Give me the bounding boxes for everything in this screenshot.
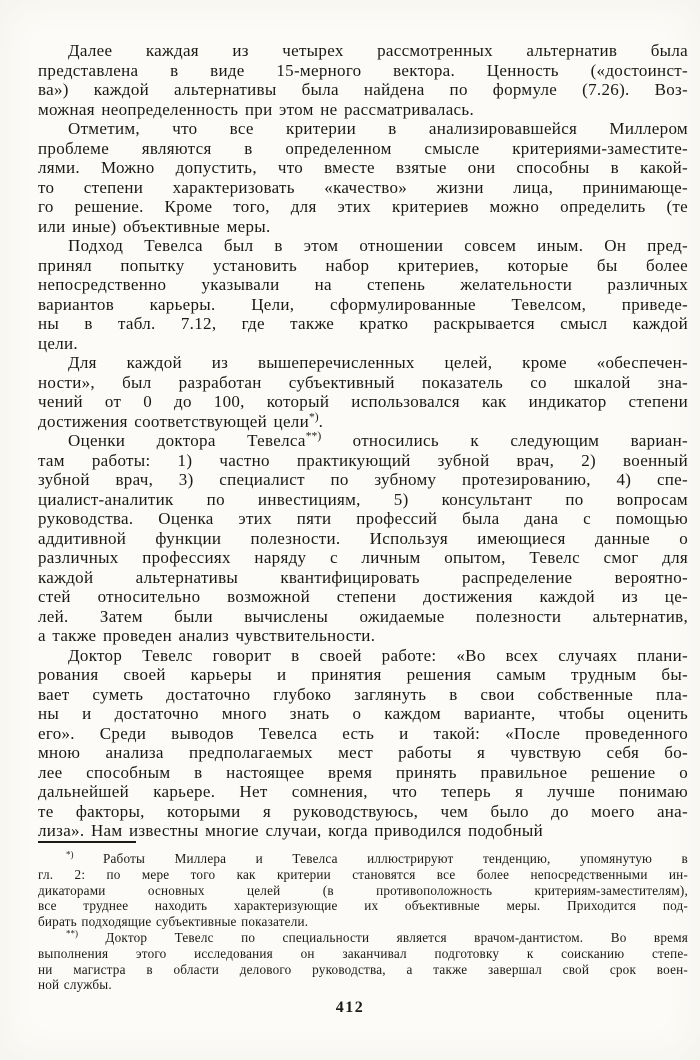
- text-line: **) Доктор Тевелс по специальности является врачом-дантистом. Во время: [66, 928, 688, 945]
- text-line: непосредственно указывали на степень желательности различных: [38, 275, 688, 294]
- text-line: его». Среди выводов Тевелса есть и такой: «После проведенного: [38, 723, 688, 743]
- text-line: ной службы.: [38, 977, 112, 993]
- text-line: ности», был разработан субъективный показатель со шкалой зна-: [38, 372, 688, 392]
- text-line: там работы: 1) частно практикующий зубной врач, 2) военный: [38, 450, 688, 470]
- text-line: лиза». Нам известны многие случаи, когда приводился подобный: [38, 821, 544, 840]
- text-line: а также проведен анализ чувствительности.: [38, 626, 376, 645]
- text-line: лее способным в настоящее время принять правильное решение о: [38, 762, 688, 782]
- paragraph: [38, 431, 688, 646]
- text-line: ни магистра в области делового руководства, а также завершал свой срок воен-: [38, 961, 688, 977]
- text-line: чений от 0 до 100, который использовался как индикатор степени: [38, 392, 688, 411]
- footnote-marker: *): [308, 409, 319, 423]
- paragraph: [38, 236, 688, 353]
- text-line: Для каждой из вышеперечисленных целей, кроме «обеспечен-: [68, 353, 688, 372]
- page-number: 412: [335, 999, 365, 1016]
- text-line: го решение. Кроме того, для этих критериев можно определить (те: [38, 197, 688, 216]
- footnote-marker: *): [66, 849, 74, 860]
- paragraph: [38, 119, 688, 236]
- text-line: Доктор Тевелс говорит в своей работе: «Во всех случаях плани-: [68, 645, 688, 665]
- paragraph: [38, 646, 688, 841]
- text-line: Отметим, что все критерии в анализировавшейся Миллером: [68, 119, 688, 138]
- text-line: различных профессиях наряду с личным опытом, Тевелс смог для: [38, 548, 688, 567]
- text-line: достижения соответствующей цели*).: [38, 409, 324, 431]
- footnote-separator-rule: [38, 841, 136, 843]
- text-line: ва») каждой альтернативы была найдена по формуле (7.26). Воз-: [38, 80, 688, 99]
- text-line: аддитивной функции полезности. Используя имеющиеся данные о: [38, 528, 688, 548]
- paragraph: [38, 851, 688, 930]
- text-line: циалист-аналитик по инвестициям, 5) консультант по вопросам: [38, 489, 688, 509]
- text-line: или иные) объективные меры.: [38, 216, 271, 236]
- text-line: лей. Затем были вычислены ожидаемые полезности альтернатив,: [38, 606, 688, 626]
- paragraph: [38, 353, 688, 431]
- text-line: принял попытку установить набор критериев, которые бы более: [38, 255, 688, 275]
- text-line: дальнейшей карьере. Нет сомнения, что теперь я лучше понимаю: [38, 782, 688, 801]
- text-line: Далее каждая из четырех рассмотренных альтернатив была: [68, 41, 688, 60]
- text-line: все труднее находить характеризующие их объективные меры. Приходится под-: [38, 898, 688, 914]
- text-line: дикаторами основных целей (в противоположность критериям-заместителям),: [38, 882, 688, 898]
- text-line: зубной врач, 3) специалист по зубному протезированию, 4) спе-: [38, 470, 688, 489]
- text-line: ны в табл. 7.12, где также кратко раскрывается смысл каждой: [38, 314, 688, 333]
- text-line: представлена в виде 15-мерного вектора. Ценность («достоинст-: [38, 60, 688, 80]
- text-line: те факторы, которыми я руководствуюсь, чем было до моего ана-: [38, 801, 688, 821]
- text-line: ны и достаточно много знать о каждом варианте, чтобы оценить: [38, 704, 688, 723]
- text-line: лями. Можно допустить, что вместе взятые они способны в какой-: [38, 158, 688, 177]
- text-line: руководства. Оценка этих пяти профессий была дана с помощью: [38, 509, 688, 528]
- paragraph: [38, 41, 688, 119]
- text-line: Оценки доктора Тевелса**) относились к следующим вариан-: [68, 429, 688, 450]
- footnotes-block: [38, 851, 688, 993]
- text-line: каждой альтернативы квантифицировать распределение вероятно-: [38, 567, 688, 587]
- text-line: проблеме являются в определенном смысле критериями-заместите-: [38, 138, 688, 158]
- text-line: выполнения этого исследования он заканчивал подготовку к соисканию степе-: [38, 945, 688, 961]
- text-line: Подход Тевелса был в этом отношении совсем иным. Он пред-: [68, 236, 688, 255]
- text-line: мною анализа предполагаемых мест работы я чувствую себя бо-: [38, 743, 688, 762]
- paragraph: [38, 930, 688, 993]
- text-line: вариантов карьеры. Цели, сформулированные Тевелсом, приведе-: [38, 294, 688, 314]
- footnote-marker: **): [66, 928, 78, 939]
- text-line: гл. 2: по мере того как критерии становятся все более непосредственными ин-: [38, 866, 688, 882]
- text-line: стей относительно возможной степени достижения каждой из це-: [38, 587, 688, 606]
- text-line: бирать подходящие субъективные показатели.: [38, 914, 309, 930]
- body-text: [38, 41, 688, 841]
- text-line: можная неопределенность при этом не рассматривалась.: [38, 99, 474, 119]
- text-line: *) Работы Миллера и Тевелса иллюстрируют тенденцию, упомянутую в: [66, 849, 688, 866]
- text-line: рования своей карьеры и принятия решения самым трудным бы-: [38, 665, 688, 684]
- footnote-marker: **): [305, 429, 322, 443]
- text-line: вает суметь достаточно глубоко заглянуть в свои собственные пла-: [38, 684, 688, 704]
- text-line: то степени характеризовать «качество» жизни лица, принимающе-: [38, 177, 688, 197]
- text-line: цели.: [38, 333, 78, 353]
